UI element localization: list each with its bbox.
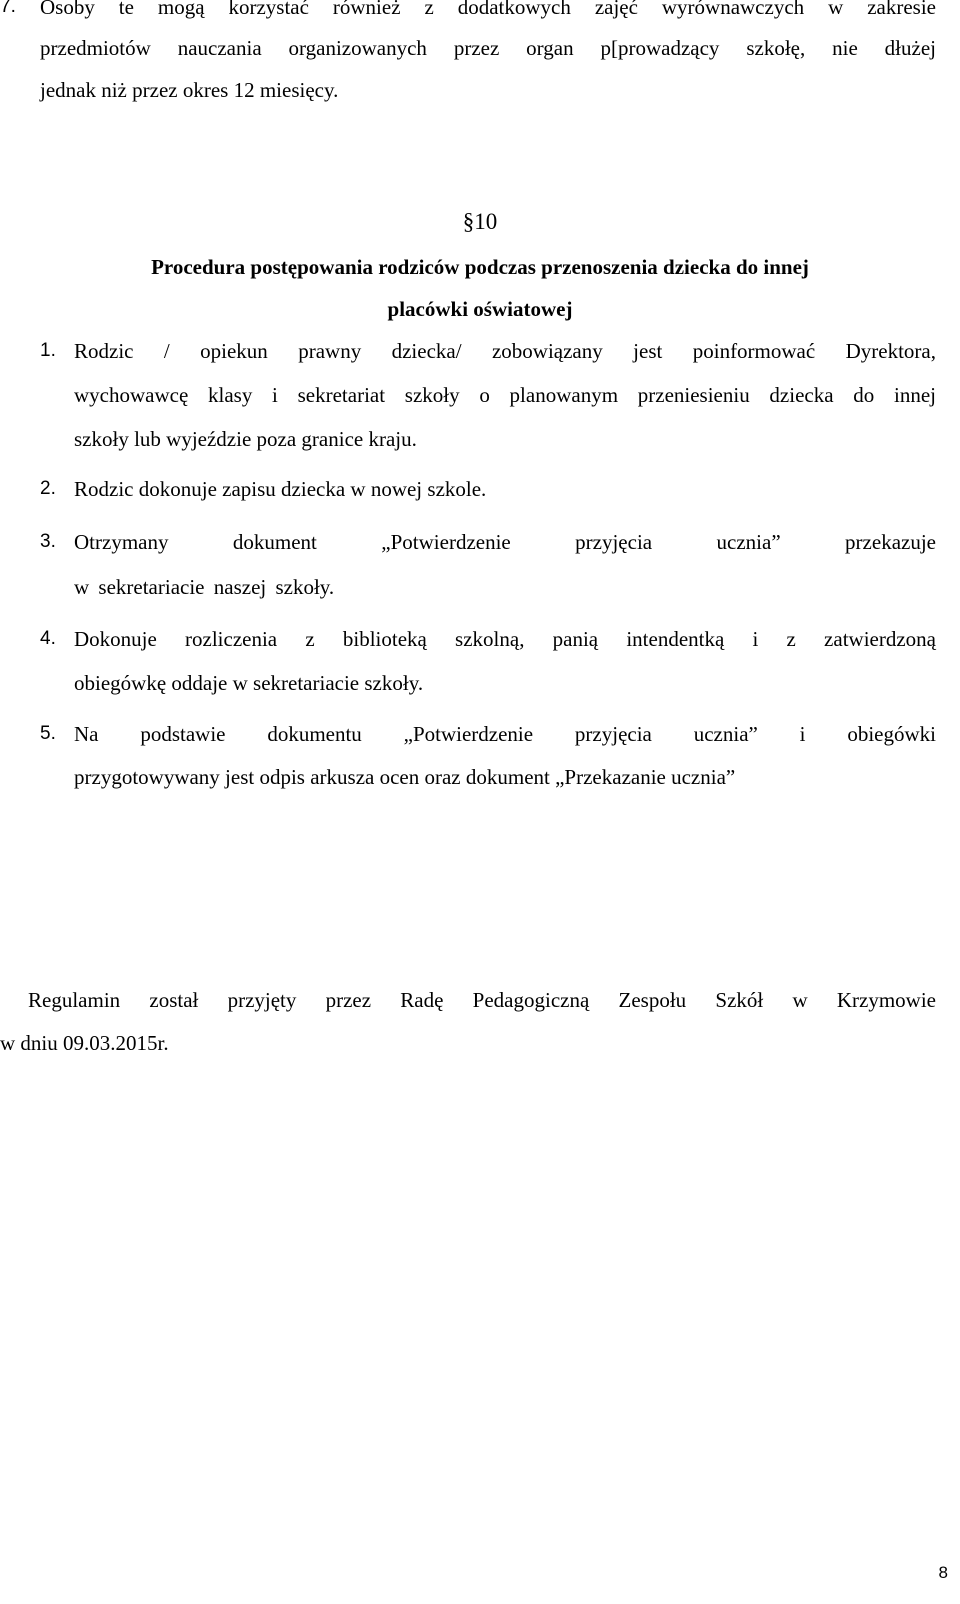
item-1-line-1: Rodzic / opiekun prawny dziecka/ zobowiązany jest poinformować Dyrektora,	[74, 339, 936, 363]
item-3-line-1: Otrzymany dokument „Potwierdzenie przyjęcia ucznia” przekazuje	[74, 530, 936, 554]
item-7-line-3: jednak niż przez okres 12 miesięcy.	[40, 78, 339, 102]
section-mark: §10	[462, 209, 498, 234]
item-2-line-1: Rodzic dokonuje zapisu dziecka w nowej szkole.	[74, 477, 487, 501]
item-5-line-2: przygotowywany jest odpis arkusza ocen oraz dokument „Przekazanie ucznia”	[74, 765, 736, 789]
item-5-number: 5.	[40, 723, 56, 744]
item-1-number: 1.	[40, 340, 56, 361]
page-number: 8	[938, 1563, 948, 1582]
item-7-line-2: przedmiotów nauczania organizowanych przez organ p[prowadzący szkołę, nie dłużej	[40, 36, 936, 60]
item-5-line-1: Na podstawie dokumentu „Potwierdzenie przyjęcia ucznia” i obiegówki	[74, 722, 936, 746]
item-4-line-1: Dokonuje rozliczenia z biblioteką szkolną, panią intendentką i z zatwierdzoną	[74, 627, 936, 651]
item-2-number: 2.	[40, 478, 56, 499]
item-1-line-3: szkoły lub wyjeździe poza granice kraju.	[74, 427, 417, 451]
item-7-number: 7.	[0, 0, 16, 17]
item-3-line-2: w sekretariacie naszej szkoły.	[74, 575, 335, 599]
closing-line-2: w dniu 09.03.2015r.	[0, 1031, 169, 1055]
item-4-number: 4.	[40, 628, 56, 649]
section-title-line-2: placówki oświatowej	[387, 297, 573, 321]
section-title-line-1: Procedura postępowania rodziców podczas przenoszenia dziecka do innej	[151, 255, 809, 279]
item-3-number: 3.	[40, 531, 56, 552]
item-4-line-2: obiegówkę oddaje w sekretariacie szkoły.	[74, 671, 424, 695]
item-7-line-1: Osoby te mogą korzystać również z dodatkowych zajęć wyrównawczych w zakresie	[40, 0, 936, 19]
item-1-line-2: wychowawcę klasy i sekretariat szkoły o planowanym przeniesieniu dziecka do innej	[74, 383, 936, 407]
closing-line-1: Regulamin został przyjęty przez Radę Pedagogiczną Zespołu Szkół w Krzymowie	[28, 988, 936, 1012]
